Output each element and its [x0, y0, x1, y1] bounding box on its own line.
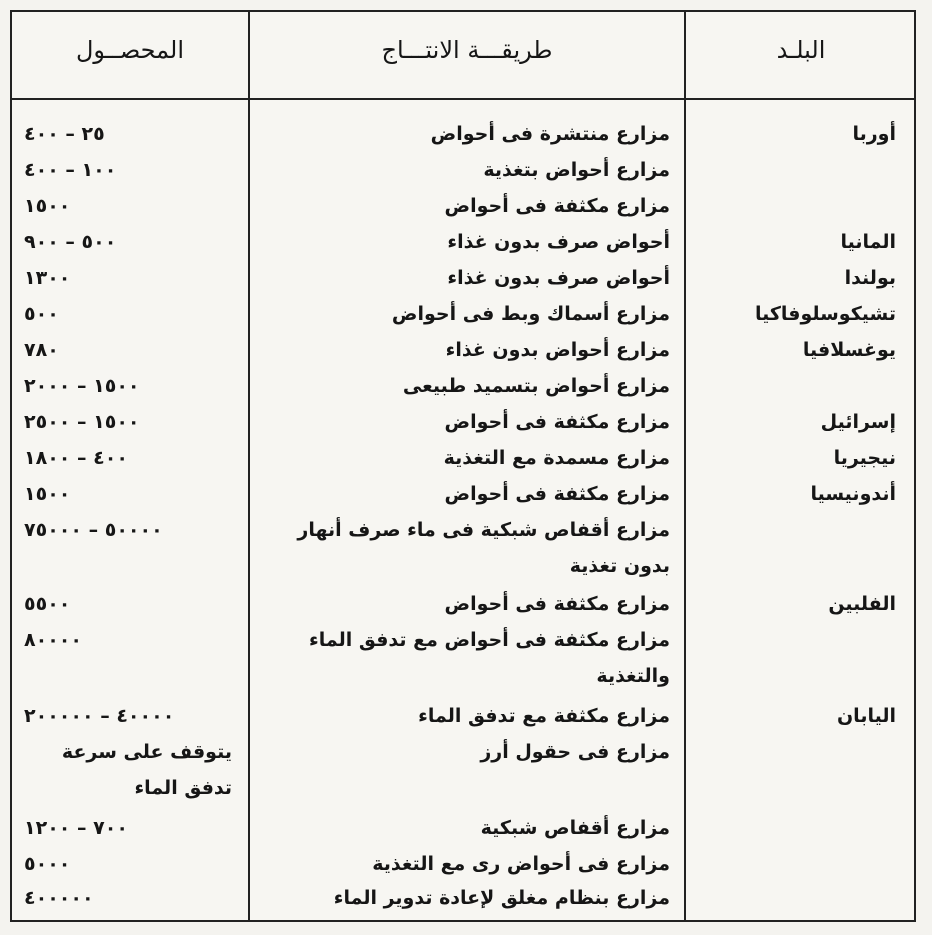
cell-yield: ١٥٠٠ — [24, 195, 71, 217]
cell-yield: ١٥٠٠ — [24, 483, 71, 505]
cell-method: مزارع فى حقول أرز — [480, 741, 670, 763]
header-country: البلـد — [776, 36, 826, 64]
cell-yield: ٥٠٠٠٠ – ٧٥٠٠٠ — [24, 519, 163, 541]
cell-yield: يتوقف على سرعة تدفق الماء — [61, 741, 232, 799]
cell-method: مزارع أحواض بتغذية — [483, 159, 670, 181]
cell-country: المانيا — [840, 231, 896, 253]
cell-yield: ١٥٠٠ – ٢٥٠٠ — [24, 411, 140, 433]
cell-method: مزارع فى أحواض رى مع التغذية — [372, 853, 670, 875]
cell-yield: ٥٠٠ – ٩٠٠ — [24, 231, 117, 253]
cell-country: تشيكوسلوفاكيا — [754, 303, 896, 325]
cell-method: مزارع أحواض بتسميد طبيعى — [402, 375, 670, 397]
cell-yield: ٤٠٠٠٠٠ — [24, 887, 94, 909]
cell-yield: ١٠٠ – ٤٠٠ — [24, 159, 117, 181]
cell-country: يوغسلافيا — [802, 339, 896, 361]
cell-method: مزارع أحواض بدون غذاء — [445, 339, 670, 361]
cell-yield: ١٣٠٠ — [24, 267, 71, 289]
cell-method: مزارع مكثفة فى أحواض — [444, 195, 670, 217]
cell-yield: ٤٠٠ – ١٨٠٠ — [24, 447, 128, 469]
cell-method: مزارع مكثفة مع تدفق الماء — [418, 705, 670, 727]
cell-method: مزارع مكثفة فى أحواض — [444, 411, 670, 433]
cell-method: مزارع بنظام مغلق لإعادة تدوير الماء — [333, 887, 670, 909]
cell-method: مزارع أقفاص شبكية فى ماء صرف أنهار بدون تغذية — [297, 519, 670, 577]
cell-method: مزارع أقفاص شبكية — [480, 817, 670, 839]
cell-method: مزارع أسماك وبط فى أحواض — [391, 303, 670, 325]
cell-yield: ٨٠٠٠٠ — [24, 629, 82, 651]
cell-country: اليابان — [836, 705, 896, 727]
cell-country: أندونيسيا — [810, 483, 896, 505]
cell-country: نيجيريا — [833, 447, 896, 469]
cell-yield: ٤٠٠٠٠ – ٢٠٠٠٠٠ — [24, 705, 175, 727]
column-divider-country — [684, 12, 686, 920]
cell-yield: ٢٥ – ٤٠٠ — [24, 123, 105, 145]
cell-method: مزارع مكثفة فى أحواض — [444, 593, 670, 615]
cell-method: أحواض صرف بدون غذاء — [447, 267, 670, 289]
cell-yield: ١٥٠٠ – ٢٠٠٠ — [24, 375, 140, 397]
cell-yield: ٥٠٠ — [24, 303, 59, 325]
cell-country: إسرائيل — [820, 411, 896, 433]
cell-method: مزارع مكثفة فى أحواض مع تدفق الماء والتغذية — [309, 629, 670, 687]
header-method: طريقـــة الانتـــاج — [381, 36, 553, 64]
header-yield: المحصــول — [75, 36, 185, 64]
cell-yield: ٧٠٠ – ١٢٠٠ — [24, 817, 128, 839]
cell-country: الفلبين — [828, 593, 896, 615]
data-table — [10, 10, 916, 922]
cell-method: مزارع مسمدة مع التغذية — [443, 447, 670, 469]
cell-yield: ٧٨٠ — [24, 339, 59, 361]
cell-method: أحواض صرف بدون غذاء — [447, 231, 670, 253]
cell-country: أوربا — [852, 123, 896, 145]
cell-method: مزارع مكثفة فى أحواض — [444, 483, 670, 505]
cell-yield: ٥٠٠٠ — [24, 853, 71, 875]
header-divider — [12, 98, 914, 100]
cell-method: مزارع منتشرة فى أحواض — [430, 123, 670, 145]
cell-country: بولندا — [844, 267, 896, 289]
cell-yield: ٥٥٠٠ — [24, 593, 71, 615]
